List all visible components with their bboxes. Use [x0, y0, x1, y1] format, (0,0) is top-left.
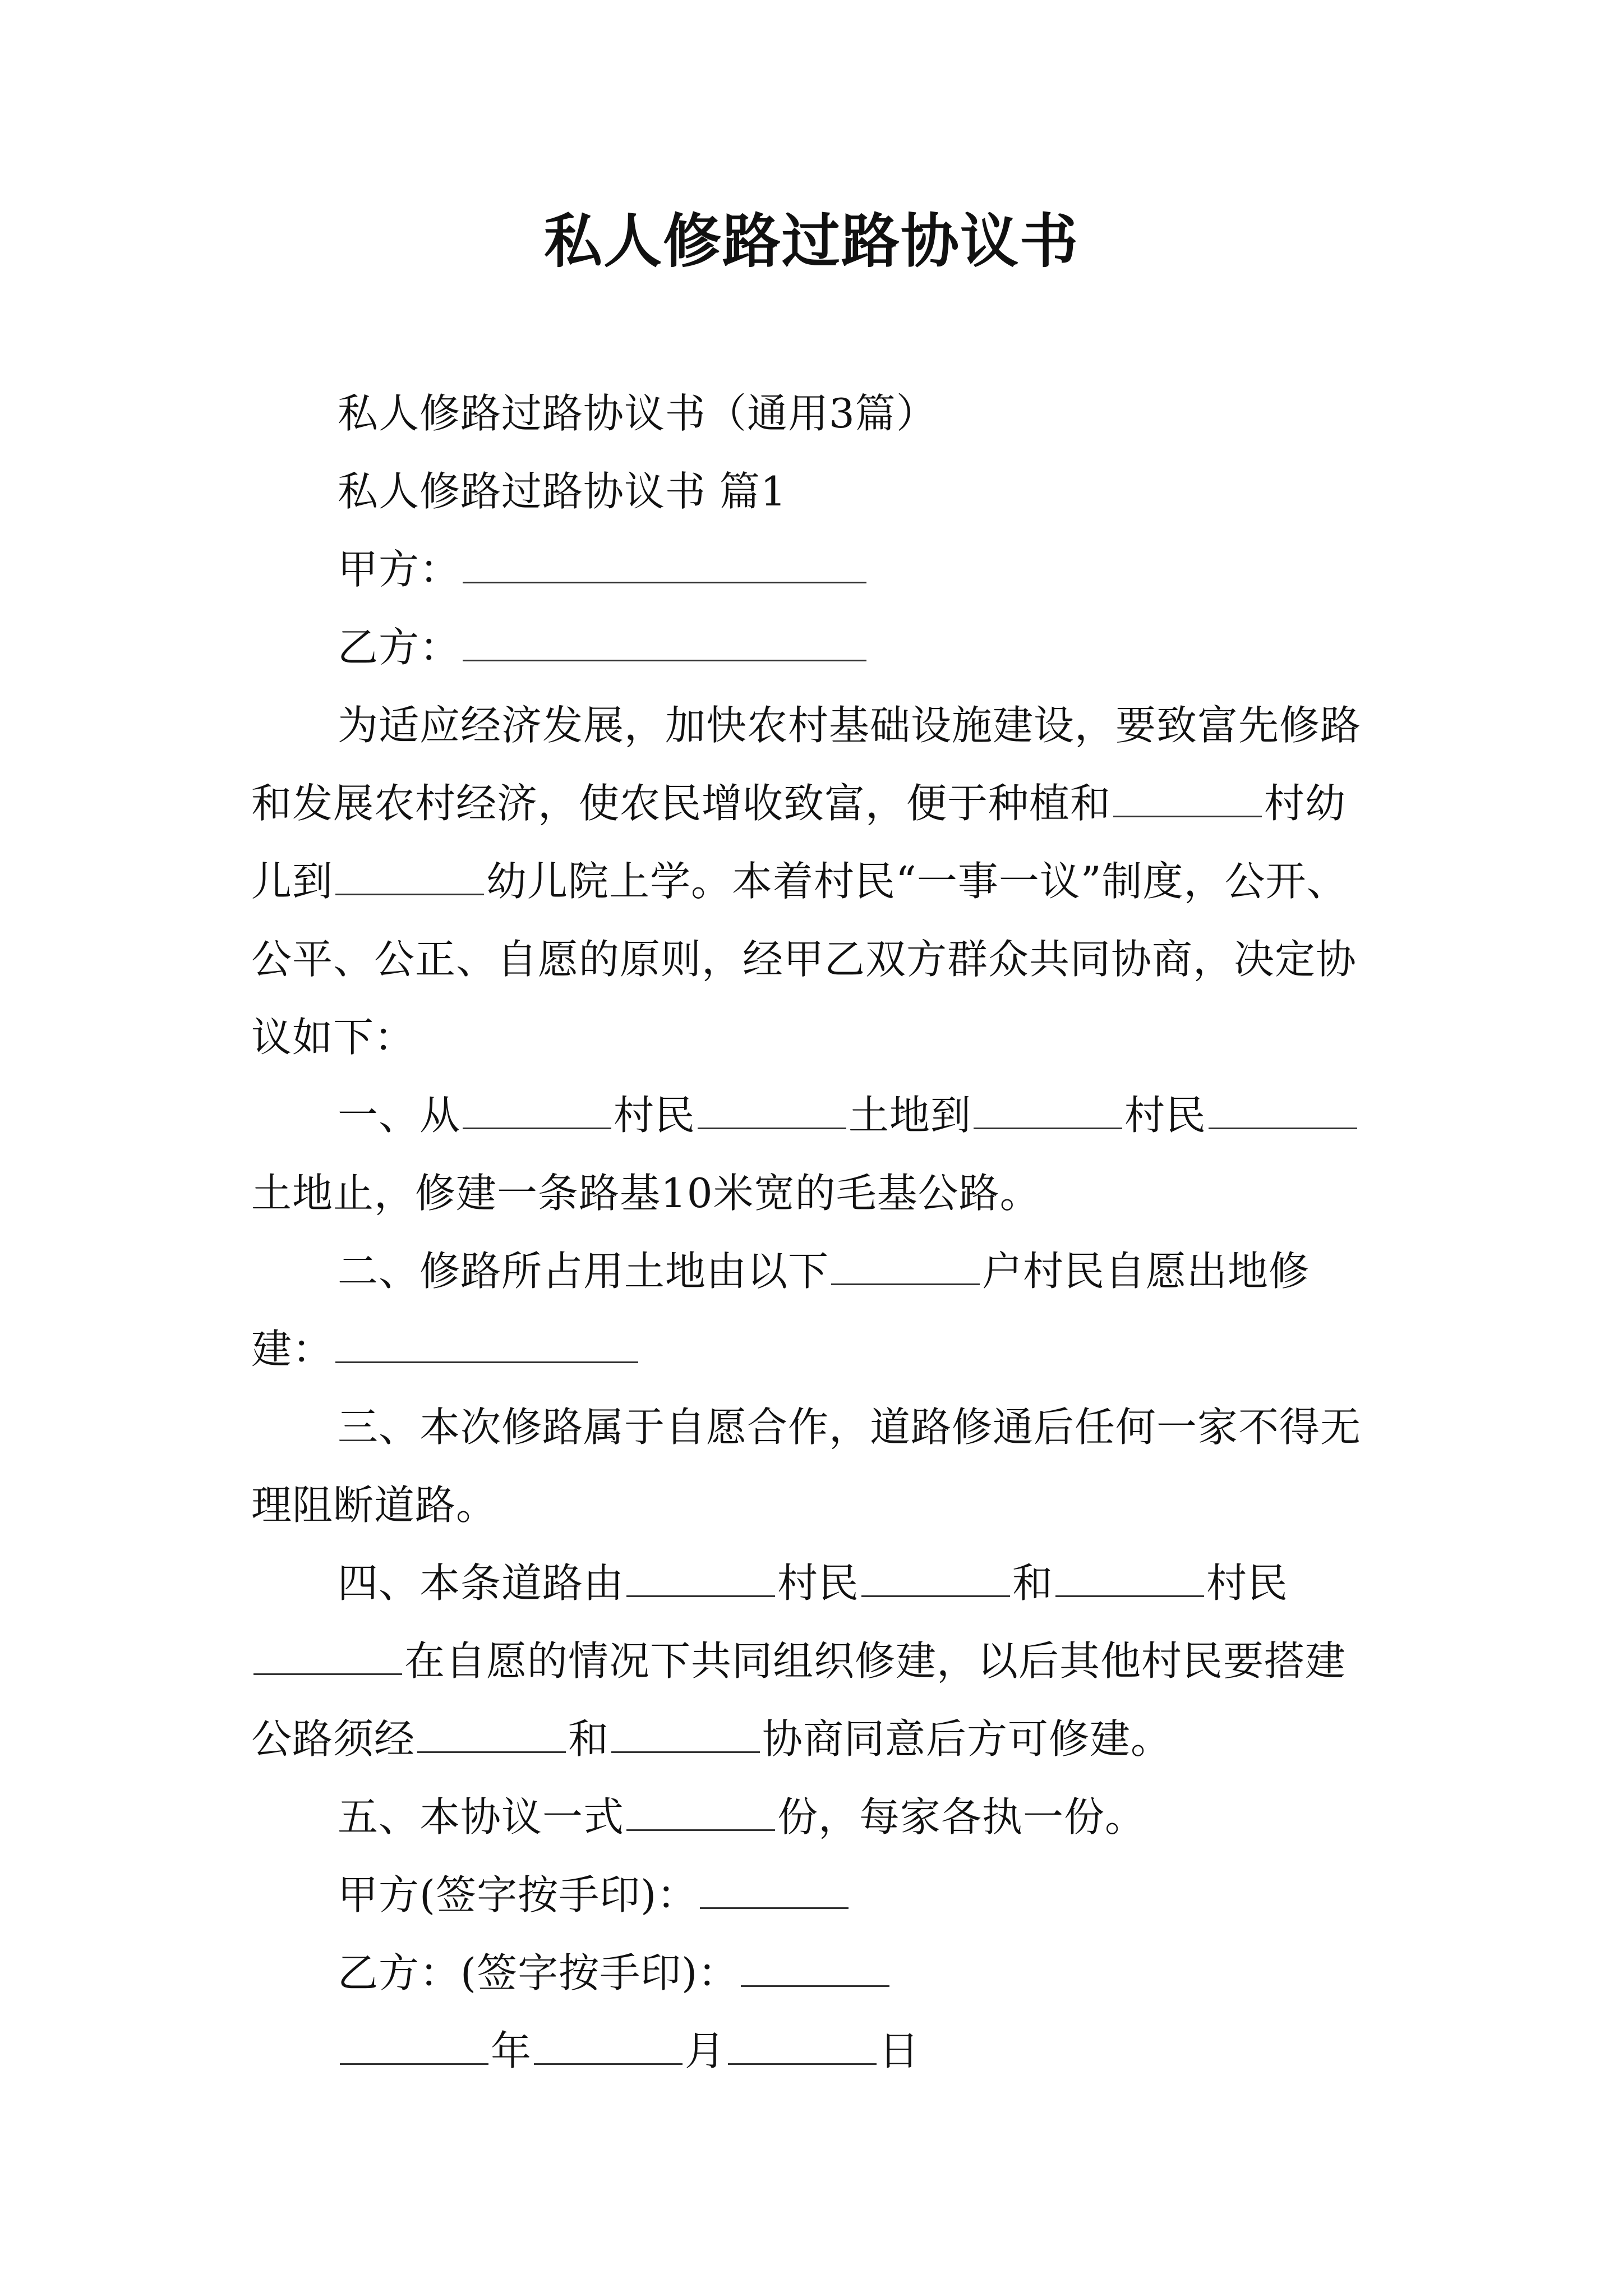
clause-2-blank-1 — [831, 1250, 980, 1285]
signature-a-label: 甲方(签字按手印)： — [338, 1871, 698, 1918]
signature-b-label: 乙方：(签字按手印)： — [338, 1949, 739, 1996]
month-label: 月 — [685, 2027, 726, 2074]
clause-1-text-d: 村民 — [1124, 1092, 1207, 1139]
document-subtitle: 私人修路过路协议书（通用3篇） — [338, 390, 937, 437]
signature-a-blank — [700, 1874, 849, 1909]
clause-1-text-e: 土地止，修建一条路基10米宽的毛基公路。 — [251, 1170, 1041, 1217]
section-heading: 私人修路过路协议书 篇1 — [338, 468, 787, 515]
clause-1-blank-1 — [463, 1094, 611, 1129]
party-a-label: 甲方： — [338, 546, 461, 593]
clause-5 — [251, 1778, 1373, 1856]
clause-2 — [251, 1232, 1373, 1388]
month-blank — [534, 2030, 683, 2065]
document-title: 私人修路过路协议书 — [543, 206, 1079, 275]
party-b-line — [251, 609, 1373, 687]
clause-4-text-b: 村民 — [777, 1559, 860, 1607]
clause-4-blank-2 — [861, 1562, 1010, 1597]
clause-4-text-d: 村民 — [1206, 1559, 1289, 1607]
clause-1-text-a: 一、从 — [338, 1092, 461, 1139]
party-b-blank — [463, 626, 866, 661]
clause-4-text-g: 协商同意后方可修建。 — [762, 1715, 1172, 1763]
clause-2-text-a: 二、修路所占用土地由以下 — [338, 1248, 829, 1295]
date-line — [251, 2012, 1373, 2090]
clause-1 — [251, 1076, 1373, 1232]
clause-4-blank-5 — [417, 1718, 566, 1753]
clause-1-blank-2 — [698, 1094, 846, 1129]
clause-4 — [251, 1544, 1373, 1778]
day-blank — [728, 2030, 877, 2065]
clause-5-blank — [626, 1796, 775, 1831]
intro-blank-2 — [335, 860, 484, 895]
clause-3: 三、本次修路属于自愿合作，道路修通后任何一家不得无理阻断道路。 — [251, 1404, 1362, 1529]
intro-blank-1 — [1113, 782, 1262, 817]
intro-paragraph — [251, 687, 1373, 1076]
intro-text-3: 幼儿院上学。本着村民“一事一议”制度，公开、公平、公正、自愿的原则，经甲乙双方群众共同协商，决定协议如下： — [251, 858, 1357, 1061]
year-blank — [340, 2030, 488, 2065]
party-a-line — [251, 531, 1373, 609]
signature-b-blank — [741, 1952, 889, 1987]
party-a-blank — [463, 548, 866, 583]
clause-5-text-a: 五、本协议一式 — [338, 1793, 625, 1841]
party-b-label: 乙方： — [338, 624, 461, 671]
clause-4-text-c: 和 — [1012, 1559, 1054, 1607]
signature-b-line — [251, 1934, 1373, 2012]
clause-4-blank-1 — [626, 1562, 775, 1597]
clause-4-text-a: 四、本条道路由 — [338, 1559, 625, 1607]
clause-2-blank-2 — [335, 1328, 638, 1363]
clause-1-text-b: 村民 — [614, 1092, 696, 1139]
clause-4-blank-3 — [1055, 1562, 1204, 1597]
clause-4-blank-4 — [253, 1640, 402, 1675]
document-body — [251, 375, 1373, 2090]
clause-1-blank-3 — [974, 1094, 1122, 1129]
clause-5-text-b: 份，每家各执一份。 — [777, 1793, 1146, 1841]
clause-4-blank-6 — [611, 1718, 760, 1753]
year-label: 年 — [491, 2027, 532, 2074]
intro-text-1: 为适应经济发展，加快农村基础设施建设，要致富先修路和发展农村经济，使农民增收致富，便于种植和 — [251, 702, 1362, 827]
clause-1-text-c: 土地到 — [849, 1092, 972, 1139]
signature-a-line — [251, 1856, 1373, 1934]
intro-text-2: 村幼儿到 — [251, 780, 1347, 905]
day-label: 日 — [879, 2027, 920, 2074]
clause-2-text-b: 户村民自愿出地修建： — [251, 1248, 1310, 1373]
clause-4-text-f: 和 — [568, 1715, 610, 1763]
clause-4-text-e: 在自愿的情况下共同组织修建，以后其他村民要搭建公路须经 — [251, 1637, 1347, 1763]
clause-1-blank-4 — [1209, 1094, 1357, 1129]
